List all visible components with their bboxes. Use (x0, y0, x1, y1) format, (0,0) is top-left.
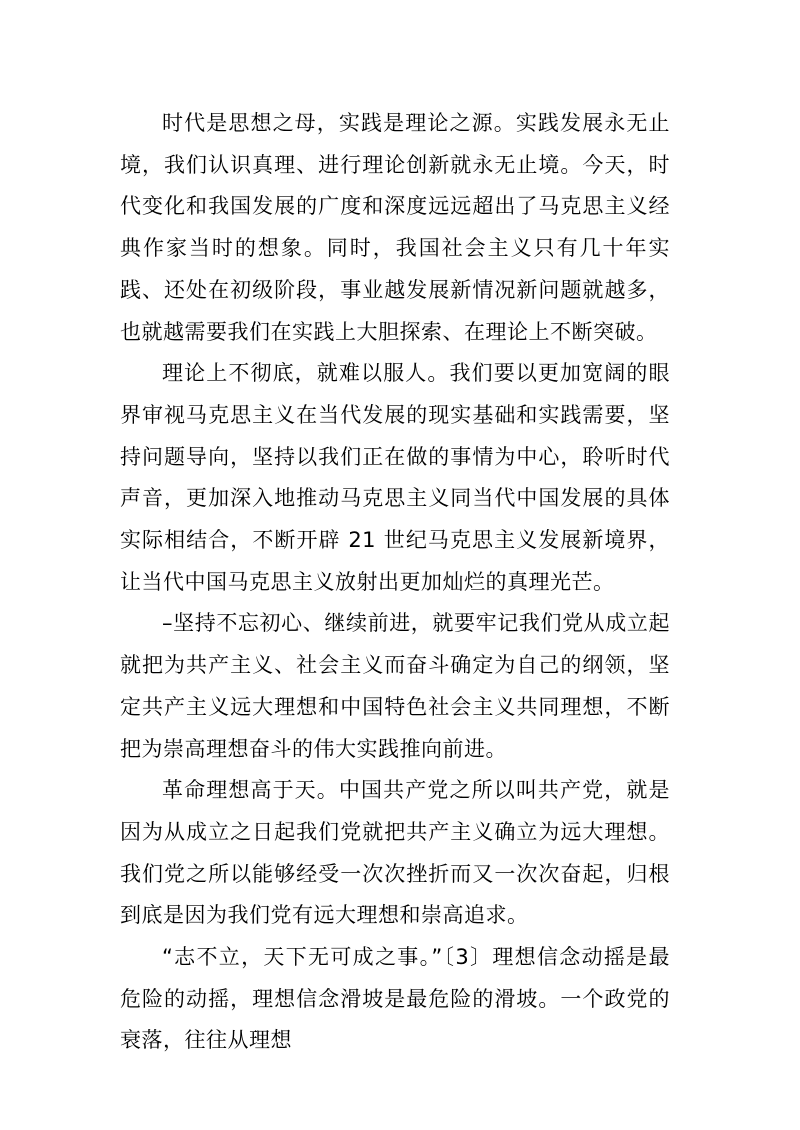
document-body (120, 103, 670, 1062)
paragraph-4: 革命理想高于天。中国共产党之所以叫共产党，就是因为从成立之日起我们党就把共产主义确立为远大理想。我们党之所以能够经受一次次挫折而又一次次奋起，归根到底是因为我们党有远大理想和崇高追求。 (120, 778, 670, 928)
paragraph-5: “志不立，天下无可成之事。”〔3〕理想信念动摇是最危险的动摇，理想信念滑坡是最危险的滑坡。一个政党的衰落，往往从理想 (120, 945, 670, 1053)
paragraph-2: 理论上不彻底，就难以服人。我们要以更加宽阔的眼界审视马克思主义在当代发展的现实基础和实践需要，坚持问题导向，坚持以我们正在做的事情为中心，聆听时代声音，更加深入地推动马克思主义同当代中国发展的具体实际相结合，不断开辟 21 世纪马克思主义发展新境界，让当代中国马克思主义放射出更加灿烂的真理光芒。 (120, 361, 670, 594)
paragraph-3: –坚持不忘初心、继续前进，就要牢记我们党从成立起就把为共产主义、社会主义而奋斗确定为自己的纲领，坚定共产主义远大理想和中国特色社会主义共同理想，不断把为崇高理想奋斗的伟大实践推向前进。 (120, 611, 670, 761)
paragraph-1: 时代是思想之母，实践是理论之源。实践发展永无止境，我们认识真理、进行理论创新就永无止境。今天，时代变化和我国发展的广度和深度远远超出了马克思主义经典作家当时的想象。同时，我国社会主义只有几十年实践、还处在初级阶段，事业越发展新情况新问题就越多，也就越需要我们在实践上大胆探索、在理论上不断突破。 (120, 111, 670, 344)
